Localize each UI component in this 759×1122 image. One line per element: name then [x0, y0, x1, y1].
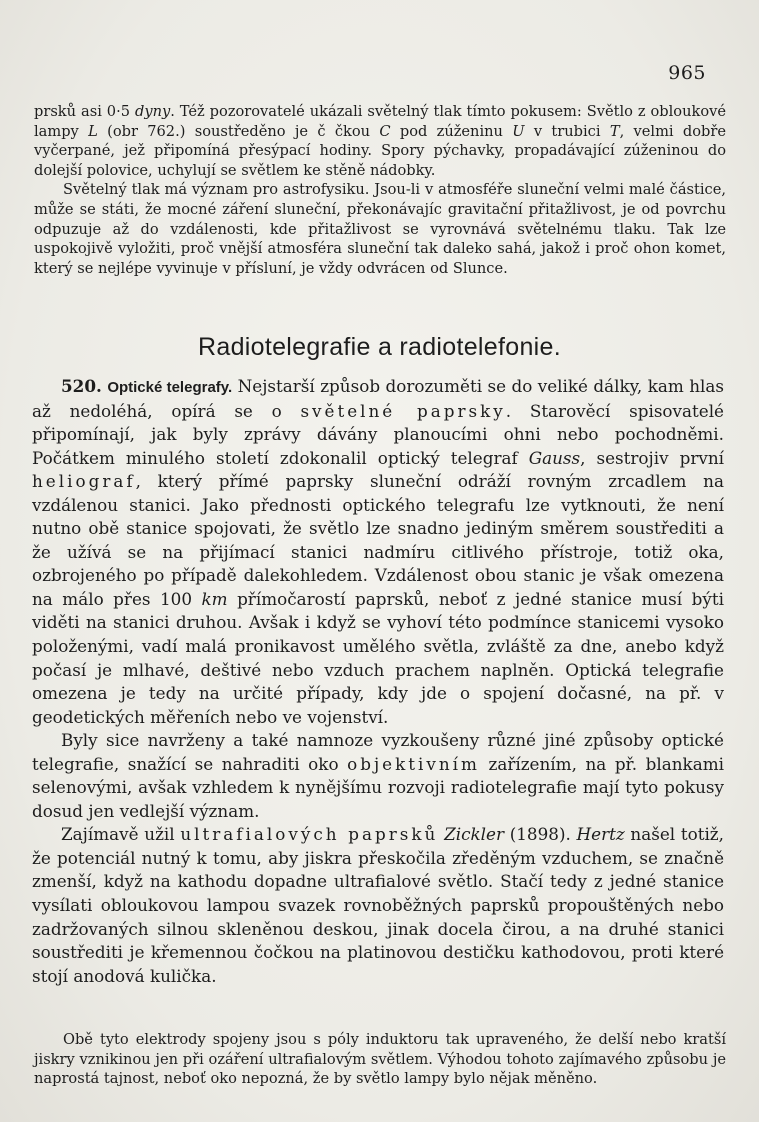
paragraph-ultraviolet: Zajímavě užil ultrafialových paprsků Zickler (1898). Hertz našel totiž, že potenciál nutný k tomu, aby jiskra přeskočila zředěným vzduchem, se značně zmenší, když na kathodu dopadne ultrafialové světlo. Stačí tedy z jedné stanice vysílati obloukovou lampou svazek rovnoběžných paprsků propouštěných nebo zadržovaných silnou skleněnou deskou, jinak docela čirou, a na druhé stanici soustřediti je křemennou čočkou na platinovou destičku kathodovou, proti které stojí anodová kulička. — [32, 824, 724, 986]
section-number: 520. — [61, 376, 102, 396]
paragraph-light-pressure-experiment: prsků asi 0·5 dyny. Též pozorovatelé ukázali světelný tlak tímto pokusem: Světlo z obloukové lampy L (obr 762.) soustředěno je č čkou C pod zúženinu U v trubici T, velmi dobře vyčerpané, jež připomíná přesýpací hodiny. Spory pýchavky, propadávající zúženinou do dolejší polovice, uchylují se světlem ke stěně nádobky. — [34, 103, 726, 179]
paragraph-electrodes: Obě tyto elektrody spojeny jsou s póly induktoru tak upraveného, že delší nebo kratší jiskry vznikinou jen při ozáření ultrafialovým světlem. Výhodou tohoto zajímavého způsobu je naprostá tajnost, neboť oko nepozná, že by světlo lampy bylo nějak měněno. — [34, 1031, 726, 1088]
section-520-text — [32, 375, 724, 988]
chapter-heading: Radiotelegrafie a radiotelefonie. — [198, 333, 561, 361]
paragraph-objective-devices: Byly sice navrženy a také namnoze vyzkoušeny různé jiné způsoby optické telegrafie, snažící se nahraditi oko objektivním zařízením, na př. blankami selenovými, avšak vzhledem k nynějšímu rozvoji radiotelegrafie mají tyto pokusy dosud jen vedlejší význam. — [32, 730, 724, 821]
section-title: Optické telegrafy. — [107, 379, 233, 396]
top-text-block — [34, 102, 726, 278]
bottom-text-block — [34, 1030, 726, 1089]
paragraph-optical-telegraphs: 520. Optické telegrafy. Nejstarší způsob dorozuměti se do veliké dálky, kam hlas až nedoléhá, opírá se o světelné paprsky. Starověcí spisovatelé připomínají, jak byly zprávy dávány planoucími ohni nebo pochodněmi. Počátkem minulého století zdokonalil optický telegraf Gauss, sestrojiv první heliograf, který přímé paprsky sluneční odráží rovným zrcadlem na vzdálenou stanici. Jako přednosti optického telegrafu lze vytknouti, že není nutno obě stanice spojovati, že světlo lze snadno jediným směrem soustřediti a že užívá se na přijímací stanici nadmíru citlivého přístroje, totiž oka, ozbrojeného po případě dalekohledem. Vzdálenost obou stanic je však omezena na málo přes 100 km přímočarostí paprsků, neboť z jedné stanice musí býti viděti na stanici druhou. Avšak i když se vyhoví této podmínce stanicemi vysoko položenými, vadí malá pronikavost umělého světla, zvláště za dne, anebo když počasí je mlhavé, deštivé nebo vzduch prachem naplněn. Optická telegrafie omezena je tedy na určité případy, kdy jde o spojení dočasné, na př. v geodetických měřeních nebo ve vojenství. — [32, 376, 724, 727]
page-number: 965 — [668, 62, 706, 84]
paragraph-astrophysics: Světelný tlak má význam pro astrofysiku. Jsou-li v atmosféře sluneční velmi malé částice, může se státi, že mocné záření sluneční, překonávajíc gravitační přitažlivost, je od povrchu odpuzuje až do vzdálenosti, kde přitažlivost se vyrovnává světelnému tlaku. Tak lze uspokojivě vyložiti, proč vnější atmosféra sluneční tak daleko sahá, jakož i proč ohon komet, který se nejlépe vyvinuje v přísluní, je vždy odvrácen od Slunce. — [34, 181, 726, 277]
